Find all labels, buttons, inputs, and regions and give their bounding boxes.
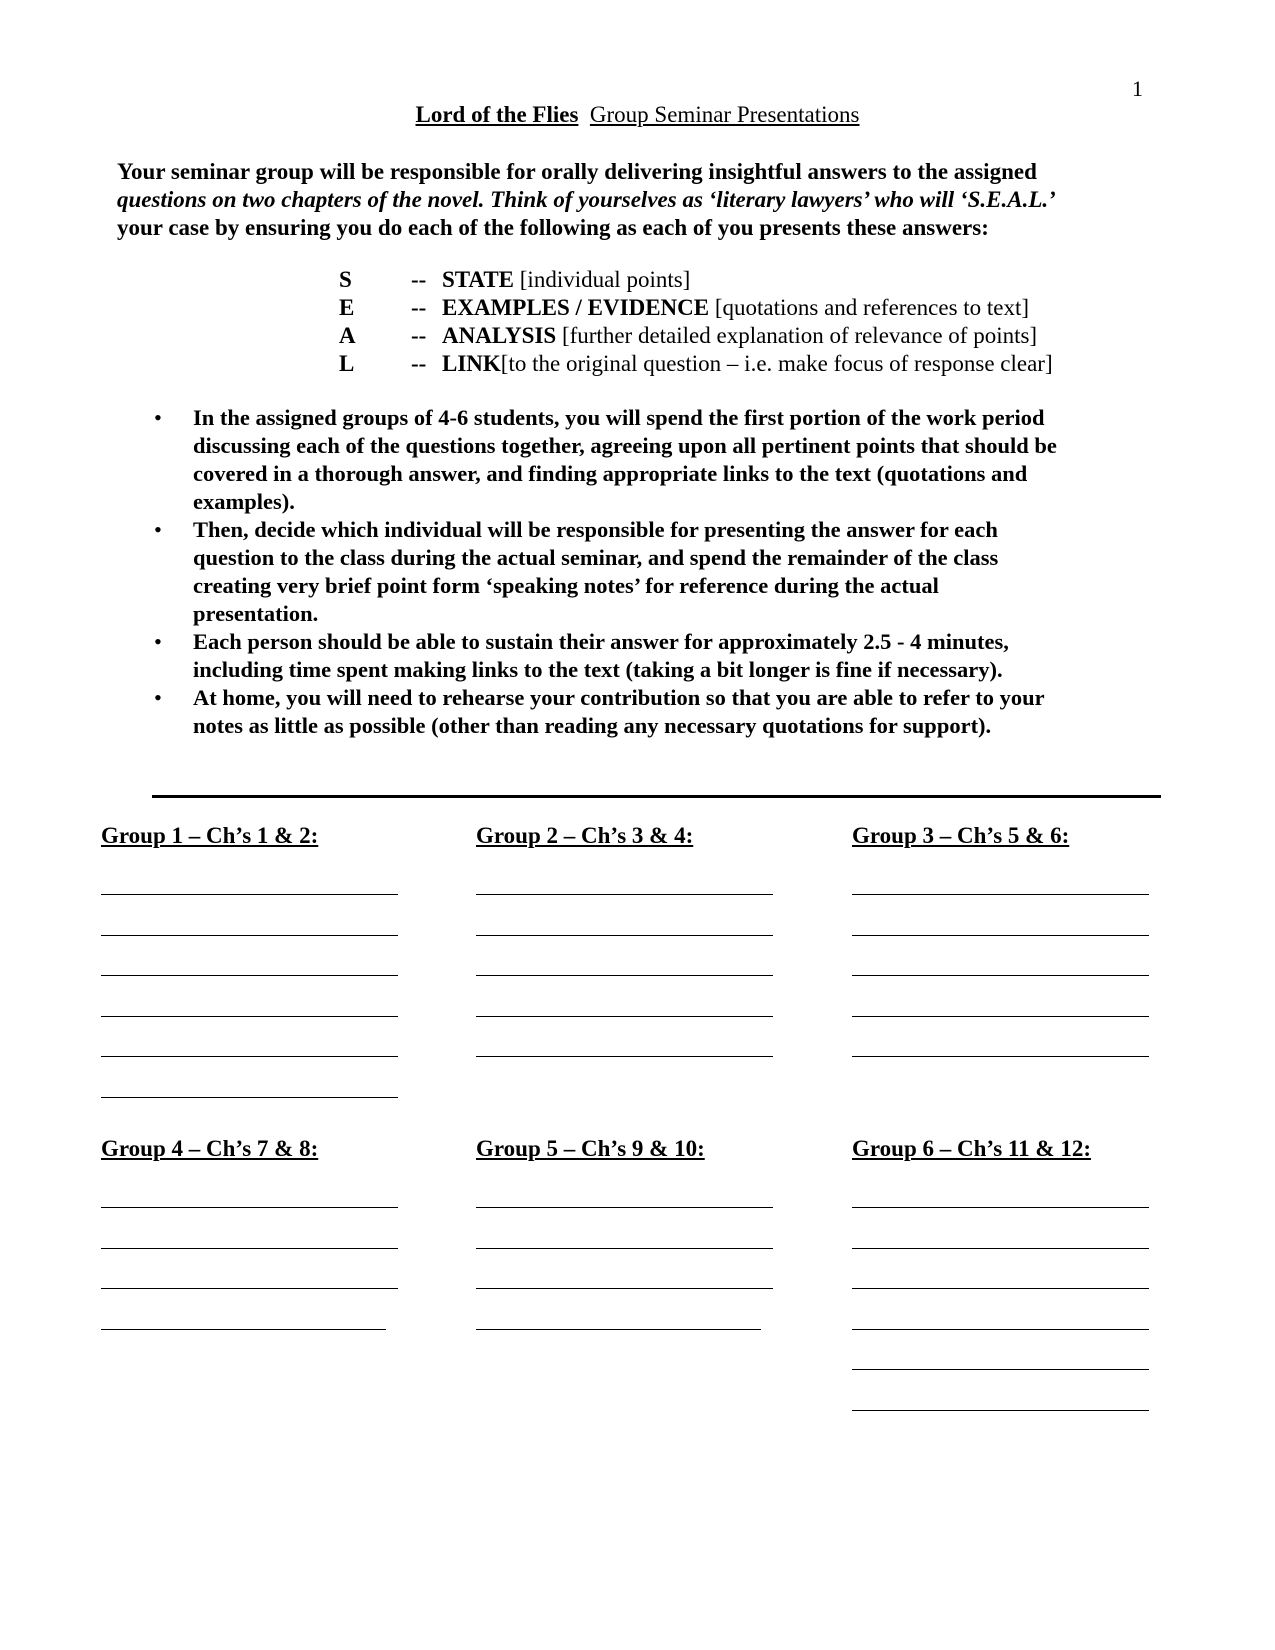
name-blank-line[interactable] [476,1056,773,1057]
seal-term: LINK [442,351,501,376]
bullet-text-line: examples). [193,489,295,514]
section-divider [152,795,1161,798]
seal-description [442,350,1053,378]
bullet-text-line: including time spent making links to the text (taking a bit longer is fine if necessary). [193,657,1003,682]
name-blank-line[interactable] [476,975,773,976]
name-blank-line[interactable] [101,894,398,895]
name-blank-line[interactable] [852,1248,1149,1249]
name-blank-line[interactable] [101,1248,398,1249]
name-blank-line[interactable] [852,1410,1149,1411]
name-blank-line[interactable] [852,1288,1149,1289]
name-blank-line[interactable] [852,975,1149,976]
bullet-text-line: Each person should be able to sustain their answer for approximately 2.5 - 4 minutes, [193,629,1009,654]
bullet-item [150,684,1150,740]
seal-term: EXAMPLES / EVIDENCE [442,295,710,320]
name-blank-line[interactable] [101,1056,398,1057]
bullet-item [150,516,1150,628]
seal-dash: -- [411,295,427,320]
intro-paragraph [117,158,1177,242]
name-blank-line[interactable] [476,1329,761,1330]
name-blank-line[interactable] [852,935,1149,936]
seal-description [442,322,1037,350]
seal-letter: S [339,267,352,292]
name-blank-line[interactable] [101,1288,398,1289]
group-heading: Group 6 – Ch’s 11 & 12: [852,1136,1091,1161]
group-heading: Group 5 – Ch’s 9 & 10: [476,1136,705,1161]
seal-detail: [individual points] [514,267,691,292]
name-blank-line[interactable] [476,935,773,936]
bullet-text-line: notes as little as possible (other than reading any necessary quotations for support). [193,713,992,738]
name-blank-line[interactable] [852,1016,1149,1017]
name-blank-line[interactable] [101,1207,398,1208]
seal-detail: [to the original question – i.e. make focus of response clear] [500,351,1053,376]
name-blank-line[interactable] [476,1248,773,1249]
seal-dash: -- [411,267,427,292]
seal-detail: [quotations and references to text] [709,295,1030,320]
page-title [0,102,1275,128]
bullet-dot-icon: • [154,685,162,710]
bullet-text-line: Then, decide which individual will be responsible for presenting the answer for each [193,517,998,542]
page-number: 1 [1132,76,1143,101]
bullet-text-line: covered in a thorough answer, and finding appropriate links to the text (quotations and [193,461,1028,486]
name-blank-line[interactable] [852,1207,1149,1208]
intro-line-1: Your seminar group will be responsible for orally delivering insightful answers to the assigned [117,159,1037,184]
bullet-dot-icon: • [154,405,162,430]
seal-description [442,294,1029,322]
bullet-text-line: discussing each of the questions together, agreeing upon all pertinent points that should be [193,433,1057,458]
seal-letter: L [339,351,355,376]
seal-detail: [further detailed explanation of relevance of points] [556,323,1038,348]
name-blank-line[interactable] [101,975,398,976]
name-blank-line[interactable] [852,1329,1149,1330]
name-blank-line[interactable] [476,1207,773,1208]
name-blank-line[interactable] [852,1056,1149,1057]
group-heading: Group 4 – Ch’s 7 & 8: [101,1136,319,1161]
group-heading: Group 3 – Ch’s 5 & 6: [852,823,1070,848]
name-blank-line[interactable] [101,935,398,936]
intro-line-2: questions on two chapters of the novel. Think of yourselves as ‘literary lawyers’ who will ‘S.E.A.L.’ [117,187,1056,212]
seal-letter: A [339,323,356,348]
bullet-text-line: question to the class during the actual seminar, and spend the remainder of the class [193,545,999,570]
seal-term: STATE [442,267,515,292]
bullet-dot-icon: • [154,517,162,542]
bullet-dot-icon: • [154,629,162,654]
seal-term: ANALYSIS [442,323,557,348]
bullet-text-line: At home, you will need to rehearse your contribution so that you are able to refer to your [193,685,1045,710]
intro-line-3: your case by ensuring you do each of the following as each of you presents these answers: [117,215,989,240]
group-heading: Group 1 – Ch’s 1 & 2: [101,823,319,848]
bullet-item [150,628,1150,684]
name-blank-line[interactable] [852,894,1149,895]
title-subtitle: Group Seminar Presentations [589,102,860,127]
seal-dash: -- [411,351,427,376]
seal-letter: E [339,295,355,320]
name-blank-line[interactable] [101,1016,398,1017]
instruction-bullet-list [150,404,1150,740]
name-blank-line[interactable] [101,1329,386,1330]
seal-description [442,266,690,294]
name-blank-line[interactable] [476,894,773,895]
seal-dash: -- [411,323,427,348]
bullet-text-line: In the assigned groups of 4-6 students, you will spend the first portion of the work period [193,405,1045,430]
name-blank-line[interactable] [476,1016,773,1017]
name-blank-line[interactable] [476,1288,773,1289]
group-heading: Group 2 – Ch’s 3 & 4: [476,823,694,848]
title-novel-name: Lord of the Flies [415,102,579,127]
name-blank-line[interactable] [852,1369,1149,1370]
bullet-item [150,404,1150,516]
bullet-text-line: creating very brief point form ‘speaking notes’ for reference during the actual [193,573,939,598]
bullet-text-line: presentation. [193,601,319,626]
name-blank-line[interactable] [101,1097,398,1098]
